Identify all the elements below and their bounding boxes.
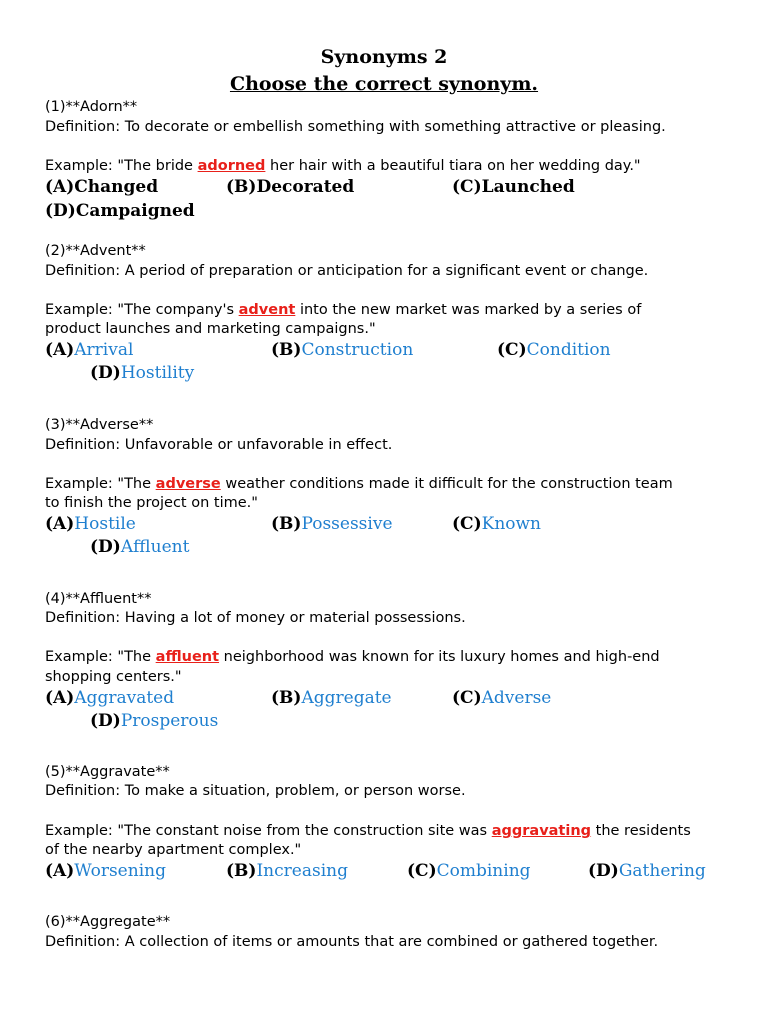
question-definition: Definition: To decorate or embellish something with something attractive or pleasing. (45, 119, 666, 135)
option-label: (D) (588, 861, 619, 881)
option-text: Prosperous (120, 711, 219, 731)
option-d[interactable] (45, 201, 195, 221)
question-definition: Definition: Unfavorable or unfavorable in effect. (45, 437, 393, 453)
option-label: (D) (90, 363, 121, 383)
question-example (45, 301, 735, 321)
question-header: (2)**Advent** (45, 243, 146, 259)
option-a[interactable] (45, 340, 133, 360)
example-text: neighborhood was known for its luxury homes and high-end (219, 649, 660, 665)
option-b[interactable] (271, 340, 413, 360)
option-text: Known (481, 514, 542, 534)
option-c[interactable] (452, 688, 551, 708)
option-label: (C) (452, 688, 482, 708)
option-b[interactable] (226, 177, 354, 197)
option-label: (C) (407, 861, 437, 881)
option-label: (A) (45, 688, 75, 708)
example-text: Example: "The (45, 476, 156, 492)
option-label: (C) (452, 514, 482, 534)
option-c[interactable] (497, 340, 611, 360)
question-header: (1)**Adorn** (45, 99, 138, 115)
question-header: (4)**Affluent** (45, 591, 152, 607)
question-example (45, 475, 735, 495)
question-example (45, 822, 735, 842)
option-text: Combining (436, 861, 531, 881)
option-label: (D) (90, 537, 121, 557)
option-text: Arrival (74, 340, 134, 360)
page-title: Synonyms 2 (320, 46, 448, 68)
question-example (45, 648, 735, 668)
question-example-cont: of the nearby apartment complex." (45, 842, 302, 858)
option-a[interactable] (45, 514, 136, 534)
option-text: Condition (526, 340, 611, 360)
question-definition: Definition: A collection of items or amounts that are combined or gathered together. (45, 934, 659, 950)
option-d[interactable] (90, 537, 189, 557)
option-label: (C) (452, 177, 482, 197)
question-definition: Definition: To make a situation, problem, or person worse. (45, 783, 466, 799)
option-label: (D) (90, 711, 121, 731)
example-text: weather conditions made it difficult for the construction team (220, 476, 673, 492)
example-text: Example: "The constant noise from the construction site was (45, 823, 492, 839)
option-d[interactable] (588, 861, 706, 881)
option-label: (A) (45, 514, 75, 534)
highlighted-word: aggravating (491, 823, 592, 839)
question-definition: Definition: A period of preparation or anticipation for a significant event or change. (45, 263, 649, 279)
option-c[interactable] (452, 514, 541, 534)
option-label: (B) (271, 514, 302, 534)
option-text: Hostile (74, 514, 136, 534)
option-text: Aggregate (301, 688, 392, 708)
option-label: (A) (45, 340, 75, 360)
question-header: (3)**Adverse** (45, 417, 154, 433)
option-text: Hostility (120, 363, 195, 383)
highlighted-word: advent (238, 302, 296, 318)
option-text: Worsening (74, 861, 166, 881)
example-text: Example: "The (45, 649, 156, 665)
option-a[interactable] (45, 177, 158, 197)
question-example-cont: product launches and marketing campaigns." (45, 321, 376, 337)
option-text: Adverse (481, 688, 552, 708)
option-label: (C) (497, 340, 527, 360)
highlighted-word: adorned (197, 158, 266, 174)
question-definition: Definition: Having a lot of money or material possessions. (45, 610, 466, 626)
question-example (45, 157, 735, 177)
option-text: Decorated (256, 177, 355, 197)
option-c[interactable] (452, 177, 575, 197)
option-a[interactable] (45, 688, 174, 708)
option-label: (B) (271, 340, 302, 360)
option-d[interactable] (90, 363, 194, 383)
option-label: (B) (271, 688, 302, 708)
option-c[interactable] (407, 861, 531, 881)
option-a[interactable] (45, 861, 166, 881)
option-text: Construction (301, 340, 414, 360)
option-label: (A) (45, 177, 75, 197)
option-text: Increasing (256, 861, 348, 881)
option-text: Possessive (301, 514, 393, 534)
option-label: (A) (45, 861, 75, 881)
option-text: Launched (481, 177, 575, 197)
example-text: Example: "The bride (45, 158, 198, 174)
question-header: (6)**Aggregate** (45, 914, 171, 930)
question-example-cont: shopping centers." (45, 669, 182, 685)
option-label: (D) (45, 201, 76, 221)
option-b[interactable] (271, 514, 393, 534)
option-label: (B) (226, 861, 257, 881)
option-text: Affluent (120, 537, 190, 557)
question-example-cont: to finish the project on time." (45, 495, 258, 511)
example-text: the residents (591, 823, 691, 839)
page-subtitle: Choose the correct synonym. (229, 73, 539, 95)
option-b[interactable] (271, 688, 392, 708)
highlighted-word: affluent (155, 649, 220, 665)
highlighted-word: adverse (155, 476, 221, 492)
option-b[interactable] (226, 861, 348, 881)
option-text: Aggravated (74, 688, 175, 708)
example-text: her hair with a beautiful tiara on her wedding day." (265, 158, 641, 174)
example-text: into the new market was marked by a series of (295, 302, 642, 318)
option-text: Gathering (618, 861, 706, 881)
option-text: Changed (74, 177, 159, 197)
option-text: Campaigned (75, 201, 195, 221)
option-d[interactable] (90, 711, 218, 731)
question-header: (5)**Aggravate** (45, 764, 170, 780)
option-label: (B) (226, 177, 257, 197)
example-text: Example: "The company's (45, 302, 239, 318)
